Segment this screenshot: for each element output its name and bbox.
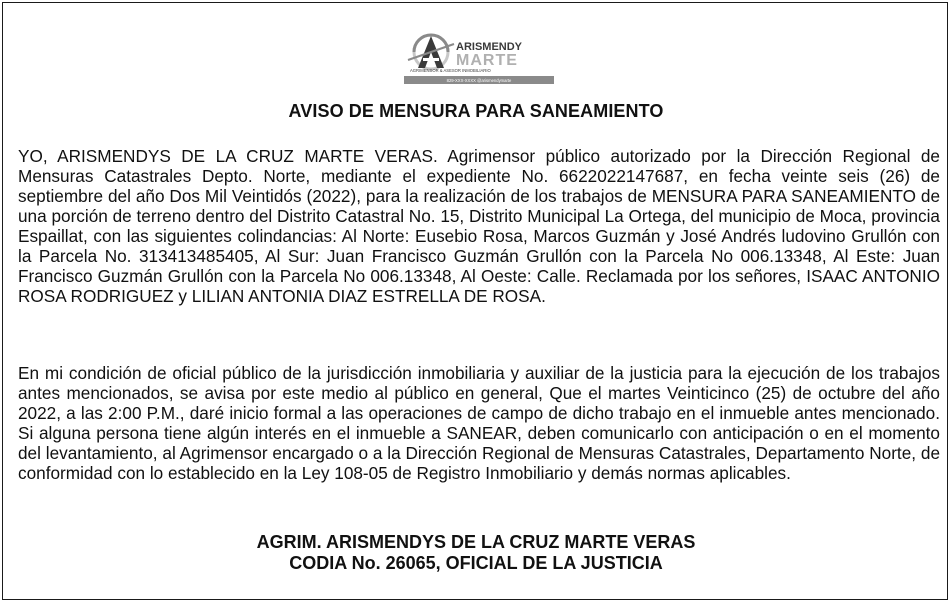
- compass-a-icon: [404, 32, 554, 88]
- signature-block: [0, 532, 952, 574]
- logo-contact: 829-XXX-XXXX @arismendymarte: [446, 78, 512, 83]
- logo-tagline: AGRIMENSOR & ASESOR INMOBILIARIO: [410, 68, 491, 73]
- notice-title: AVISO DE MENSURA PARA SANEAMIENTO: [288, 101, 664, 121]
- logo-brand-bottom: MARTE: [456, 52, 518, 69]
- notice-paragraph-1: YO, ARISMENDYS DE LA CRUZ MARTE VERAS. Agrimensor público autorizado por la Dirección Regional de Mensuras Catastrales Depto. Norte, mediante el expediente No. 6622022147687, en fecha veinte seis (26) de septiembre del año Dos Mil Veintidós (2022), para la realización de los trabajos de MENSURA PARA SANEAMIENTO de una porción de terreno dentro del Distrito Catastral No. 15, Distrito Municipal La Ortega, del municipio de Moca, provincia Espaillat, con las siguientes colindancias: Al Norte: Eusebio Rosa, Marcos Guzmán y José Andrés ludovino Grullón con la Parcela No. 313413485405, Al Sur: Juan Francisco Guzmán Grullón con la Parcela No 006.13348, Al Este: Juan Francisco Guzmán Grullón con la Parcela No 006.13348, Al Oeste: Calle. Reclamada por los señores, ISAAC ANTONIO ROSA RODRIGUEZ y LILIAN ANTONIA DIAZ ESTRELLA DE ROSA.: [18, 146, 940, 306]
- signature-credential: CODIA No. 26065, OFICIAL DE LA JUSTICIA: [289, 553, 663, 573]
- logo-brand-top: ARISMENDY: [456, 41, 523, 53]
- signature-name: AGRIM. ARISMENDYS DE LA CRUZ MARTE VERAS: [256, 532, 696, 552]
- notice-paragraph-2: En mi condición de oficial público de la jurisdicción inmobiliaria y auxiliar de la justicia para la ejecución de los trabajos antes mencionados, se avisa por este medio al público en general, Que el martes Veinticinco (25) de octubre del año 2022, a las 2:00 P.M., daré inicio formal a las operaciones de campo de dicho trabajo en el inmueble antes mencionado. Si alguna persona tiene algún interés en el inmueble a SANEAR, deben comunicarlo con anticipación o en el momento del levantamiento, al Agrimensor encargado o a la Dirección Regional de Mensuras Catastrales, Departamento Norte, de conformidad con lo establecido en la Ley 108-05 de Registro Inmobiliario y demás normas aplicables.: [18, 363, 940, 483]
- company-logo: [404, 32, 554, 88]
